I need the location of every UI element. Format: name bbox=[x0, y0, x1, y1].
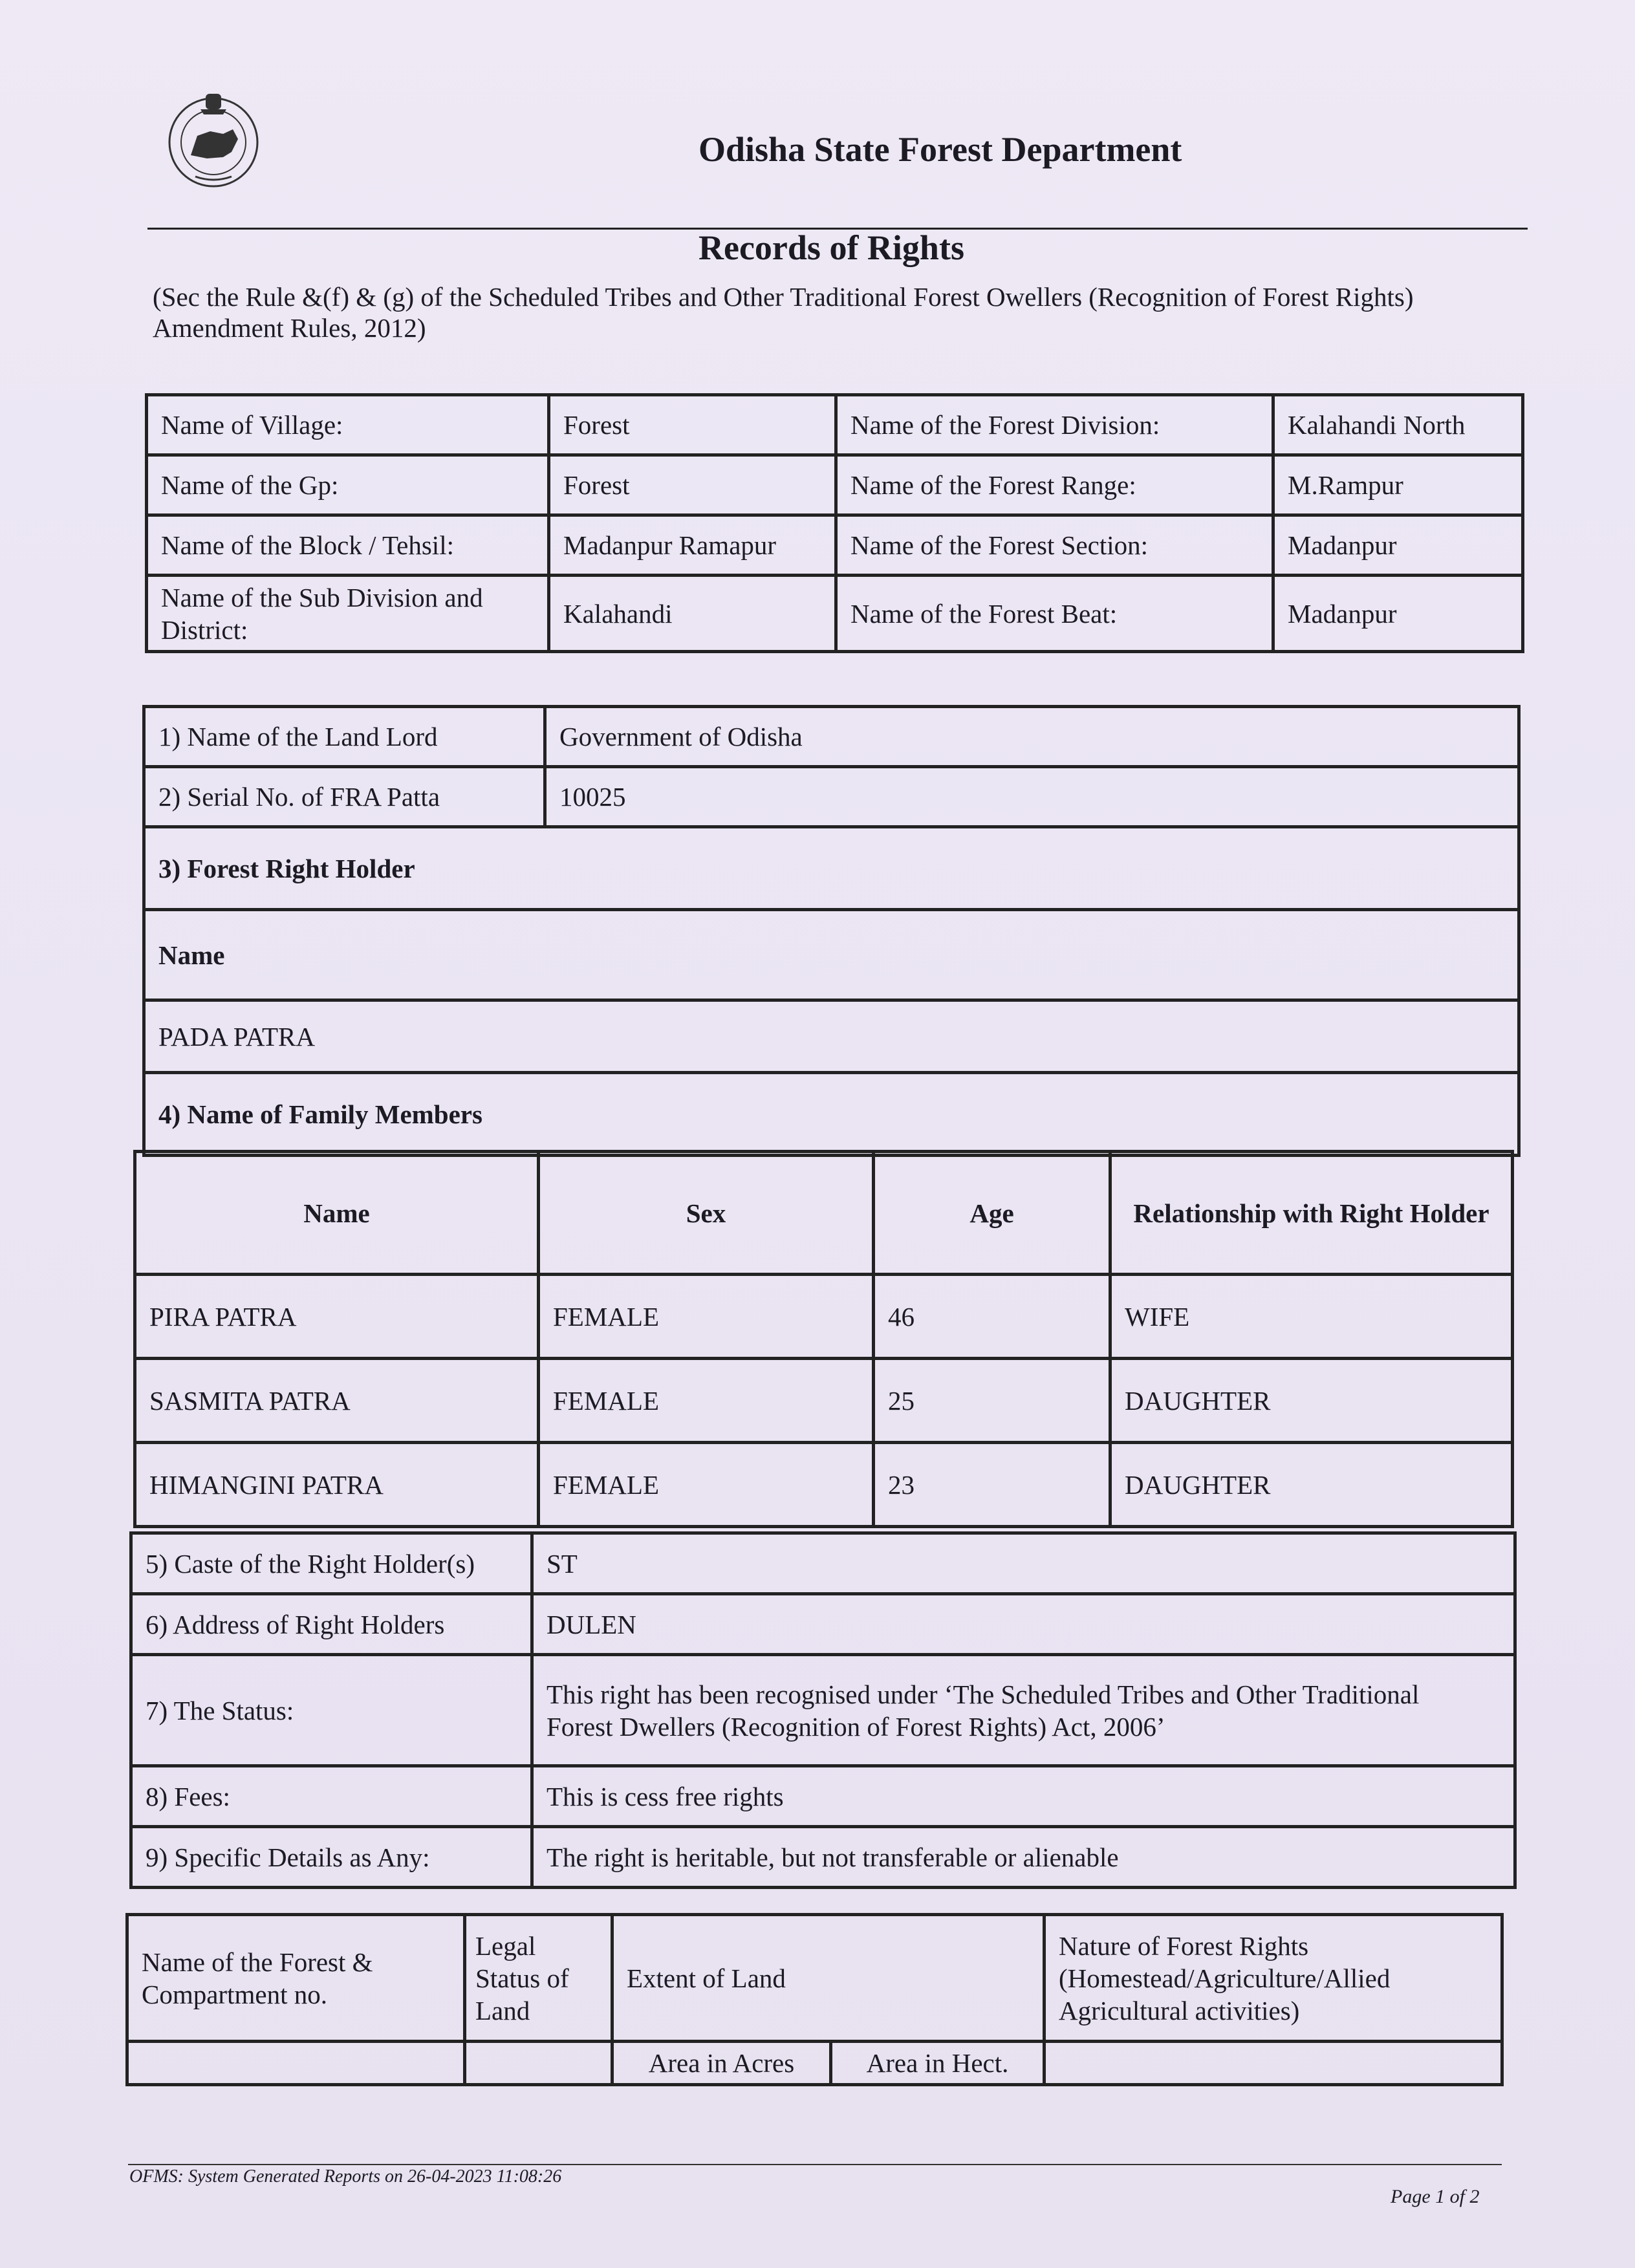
footer-divider bbox=[128, 2164, 1502, 2165]
section-label: Name of the Forest Section: bbox=[836, 515, 1273, 576]
landlord-label: 1) Name of the Land Lord bbox=[144, 707, 545, 767]
subdivision-label: Name of the Sub Division and District: bbox=[147, 576, 549, 652]
caste-value: ST bbox=[532, 1533, 1515, 1594]
nature-of-rights-label: Nature of Forest Rights (Homestead/Agriculture/Allied Agricultural activities) bbox=[1045, 1915, 1502, 2042]
specific-details-value: The right is heritable, but not transferable or alienable bbox=[532, 1827, 1515, 1888]
department-name: Odisha State Forest Department bbox=[698, 130, 1182, 169]
table-row bbox=[131, 1655, 1515, 1766]
legal-status-label: Legal Status of Land bbox=[465, 1915, 612, 2042]
table-row bbox=[147, 395, 1523, 455]
table-row bbox=[135, 1275, 1513, 1359]
gp-value: Forest bbox=[549, 455, 836, 515]
nature-of-rights-value bbox=[1045, 2042, 1502, 2085]
family-member-age: 23 bbox=[874, 1443, 1110, 1527]
area-hect-label: Area in Hect. bbox=[831, 2042, 1045, 2085]
block-label: Name of the Block / Tehsil: bbox=[147, 515, 549, 576]
table-row bbox=[127, 1915, 1502, 2042]
landlord-value: Government of Odisha bbox=[545, 707, 1519, 767]
range-label: Name of the Forest Range: bbox=[836, 455, 1273, 515]
beat-value: Madanpur bbox=[1273, 576, 1523, 652]
generated-timestamp: OFMS: System Generated Reports on 26-04-2023 11:08:26 bbox=[129, 2166, 562, 2187]
holder-name-label: Name bbox=[144, 910, 1519, 1000]
family-member-name: SASMITA PATRA bbox=[135, 1359, 539, 1443]
caste-label: 5) Caste of the Right Holder(s) bbox=[131, 1533, 532, 1594]
location-table bbox=[145, 393, 1524, 653]
table-row bbox=[135, 1359, 1513, 1443]
family-member-sex: FEMALE bbox=[539, 1443, 874, 1527]
table-row bbox=[144, 1000, 1519, 1073]
address-value: DULEN bbox=[532, 1594, 1515, 1655]
table-row bbox=[144, 767, 1519, 827]
table-row bbox=[131, 1533, 1515, 1594]
village-value: Forest bbox=[549, 395, 836, 455]
block-value: Madanpur Ramapur bbox=[549, 515, 836, 576]
section-3-heading: 3) Forest Right Holder bbox=[144, 827, 1519, 910]
holder-name-value: PADA PATRA bbox=[144, 1000, 1519, 1073]
table-row bbox=[144, 1073, 1519, 1156]
family-members-table bbox=[133, 1150, 1514, 1528]
specific-details-label: 9) Specific Details as Any: bbox=[131, 1827, 532, 1888]
family-member-age: 25 bbox=[874, 1359, 1110, 1443]
family-member-relationship: DAUGHTER bbox=[1110, 1359, 1513, 1443]
table-row bbox=[131, 1766, 1515, 1827]
document-title: Records of Rights bbox=[698, 228, 964, 267]
table-row bbox=[135, 1443, 1513, 1527]
forest-compartment-label: Name of the Forest & Compartment no. bbox=[127, 1915, 465, 2042]
subdivision-value: Kalahandi bbox=[549, 576, 836, 652]
table-header-row bbox=[135, 1152, 1513, 1275]
division-value: Kalahandi North bbox=[1273, 395, 1523, 455]
beat-label: Name of the Forest Beat: bbox=[836, 576, 1273, 652]
table-row bbox=[144, 910, 1519, 1000]
section-4-heading: 4) Name of Family Members bbox=[144, 1073, 1519, 1156]
status-label: 7) The Status: bbox=[131, 1655, 532, 1766]
family-member-sex: FEMALE bbox=[539, 1359, 874, 1443]
family-age-header: Age bbox=[874, 1152, 1110, 1275]
family-member-relationship: DAUGHTER bbox=[1110, 1443, 1513, 1527]
table-row bbox=[147, 455, 1523, 515]
table-row bbox=[131, 1827, 1515, 1888]
family-member-name: PIRA PATRA bbox=[135, 1275, 539, 1359]
table-row bbox=[131, 1594, 1515, 1655]
table-row bbox=[147, 576, 1523, 652]
fees-value: This is cess free rights bbox=[532, 1766, 1515, 1827]
family-member-relationship: WIFE bbox=[1110, 1275, 1513, 1359]
family-member-sex: FEMALE bbox=[539, 1275, 874, 1359]
family-member-name: HIMANGINI PATRA bbox=[135, 1443, 539, 1527]
document-subtitle: (Sec the Rule &(f) & (g) of the Scheduled Tribes and Other Traditional Forest Owellers (Recognition of Forest Rights) Amendment Rules, 2012) bbox=[153, 282, 1414, 343]
land-table bbox=[125, 1913, 1504, 2086]
gp-label: Name of the Gp: bbox=[147, 455, 549, 515]
table-row bbox=[144, 707, 1519, 767]
family-sex-header: Sex bbox=[539, 1152, 874, 1275]
range-value: M.Rampur bbox=[1273, 455, 1523, 515]
serial-label: 2) Serial No. of FRA Patta bbox=[144, 767, 545, 827]
status-value bbox=[532, 1655, 1515, 1766]
table-row bbox=[127, 2042, 1502, 2085]
section-value: Madanpur bbox=[1273, 515, 1523, 576]
address-label: 6) Address of Right Holders bbox=[131, 1594, 532, 1655]
odisha-state-emblem-icon bbox=[162, 81, 265, 197]
details-table bbox=[129, 1531, 1517, 1889]
extent-of-land-label: Extent of Land bbox=[612, 1915, 1045, 2042]
area-acres-label: Area in Acres bbox=[612, 2042, 831, 2085]
table-row bbox=[144, 827, 1519, 910]
holder-table bbox=[142, 705, 1521, 1157]
fees-label: 8) Fees: bbox=[131, 1766, 532, 1827]
forest-compartment-value bbox=[127, 2042, 465, 2085]
family-name-header: Name bbox=[135, 1152, 539, 1275]
village-label: Name of Village: bbox=[147, 395, 549, 455]
legal-status-value bbox=[465, 2042, 612, 2085]
family-member-age: 46 bbox=[874, 1275, 1110, 1359]
status-value-line-1: This right has been recognised under ‘The Scheduled Tribes and Other Traditional bbox=[547, 1679, 1420, 1709]
family-relationship-header: Relationship with Right Holder bbox=[1110, 1152, 1513, 1275]
division-label: Name of the Forest Division: bbox=[836, 395, 1273, 455]
status-value-line-2: Forest Dwellers (Recognition of Forest Rights) Act, 2006’ bbox=[547, 1711, 1165, 1742]
table-row bbox=[147, 515, 1523, 576]
page-number: Page 1 of 2 bbox=[1391, 2186, 1480, 2207]
serial-value: 10025 bbox=[545, 767, 1519, 827]
